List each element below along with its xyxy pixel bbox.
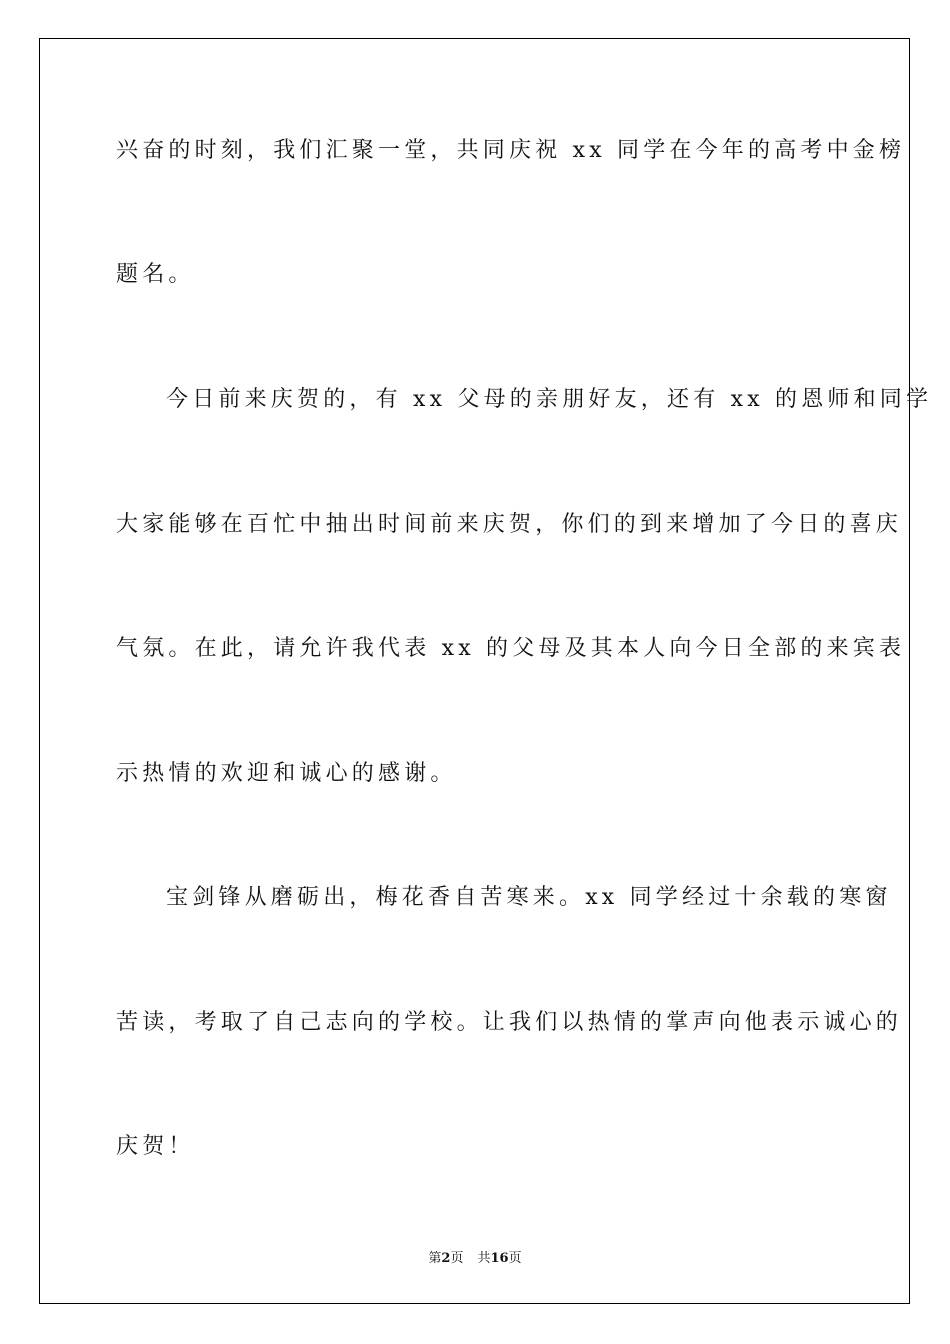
body-line-3: 今日前来庆贺的，有 xx 父母的亲朋好友，还有 xx 的恩师和同学 bbox=[166, 387, 933, 412]
body-line-4: 大家能够在百忙中抽出时间前来庆贺，你们的到来增加了今日的喜庆 bbox=[116, 512, 903, 537]
total-prefix: 共 bbox=[477, 1251, 491, 1266]
body-line-1: 兴奋的时刻，我们汇聚一堂，共同庆祝 xx 同学在今年的高考中金榜 bbox=[116, 138, 906, 163]
body-line-6: 示热情的欢迎和诚心的感谢。 bbox=[116, 761, 457, 786]
page-suffix: 页 bbox=[450, 1251, 464, 1266]
body-line-5: 气氛。在此，请允许我代表 xx 的父母及其本人向今日全部的来宾表 bbox=[116, 636, 906, 661]
page-prefix: 第 bbox=[428, 1251, 442, 1266]
body-line-2: 题名。 bbox=[116, 262, 195, 287]
page-number: 2 bbox=[441, 1251, 451, 1266]
page-border bbox=[39, 38, 933, 1304]
body-line-8: 苦读，考取了自己志向的学校。让我们以热情的掌声向他表示诚心的 bbox=[116, 1010, 903, 1035]
body-line-7: 宝剑锋从磨砺出，梅花香自苦寒来。xx 同学经过十余载的寒窗 bbox=[166, 885, 892, 910]
total-pages: 16 bbox=[490, 1251, 509, 1266]
page-footer bbox=[0, 1247, 950, 1266]
body-line-9: 庆贺！ bbox=[116, 1134, 195, 1159]
total-suffix: 页 bbox=[508, 1251, 522, 1266]
